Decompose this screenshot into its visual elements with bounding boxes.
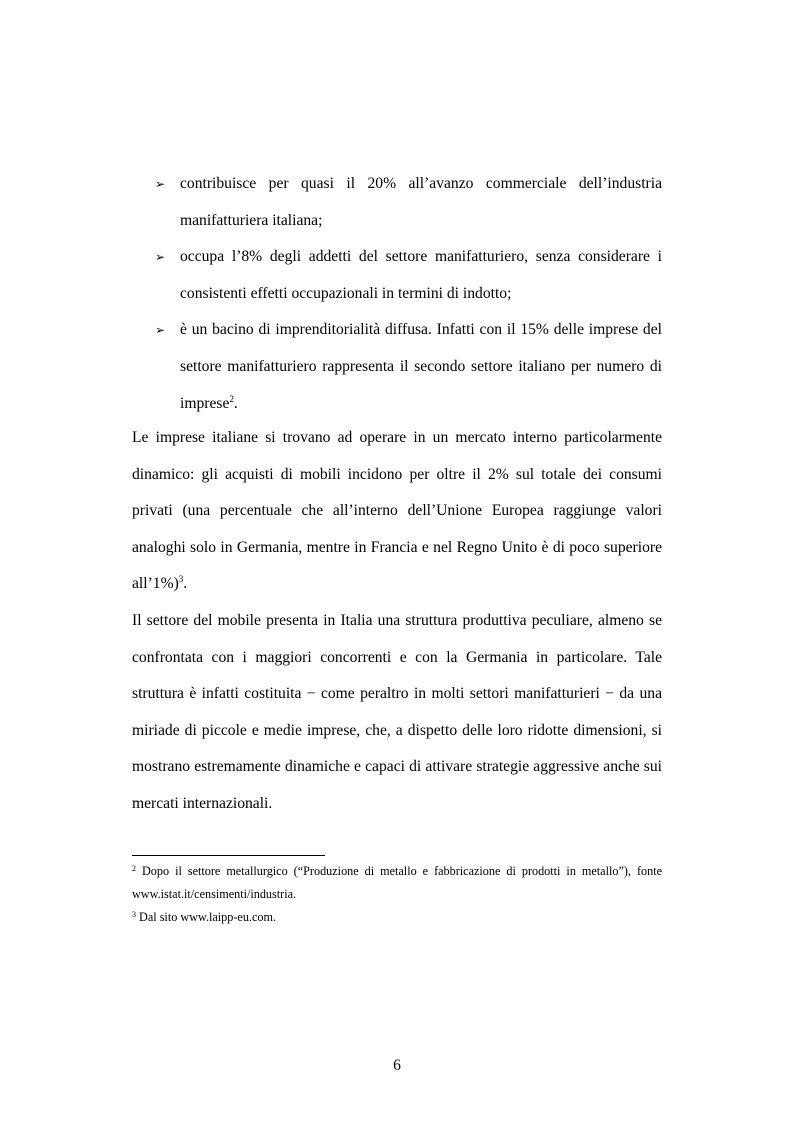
footnote-text: Dopo il settore metallurgico (“Produzione di metallo e fabbricazione di prodotti in metallo”), fonte www.istat.it/censimenti/industria.	[132, 864, 662, 901]
bullet-text: contribuisce per quasi il 20% all’avanzo commerciale dell’industria manifatturiera italiana;	[180, 175, 662, 229]
paragraph-text: Le imprese italiane si trovano ad operare in un mercato interno particolarmente dinamico: gli acquisti di mobili incidono per oltre il 2% sul totale dei consumi privati (una percentuale che all’interno dell’Unione Europea raggiunge valori analoghi solo in Germania, mentre in Francia e nel Regno Unito è di poco superiore all’1%)	[132, 429, 662, 593]
footnote-reference[interactable]: 2	[229, 393, 234, 404]
paragraph-text: Il settore del mobile presenta in Italia una struttura produttiva peculiare, almeno se confrontata con i maggiori concorrenti e con la Germania in particolare. Tale struttura è infatti costituita − come peraltro in molti settori manifatturieri − da una miriade di piccole e medie imprese, che, a dispetto delle loro ridotte dimensioni, si mostrano estremamente dinamiche e capaci di attivare strategie aggressive anche sui mercati internazionali.	[132, 611, 662, 812]
bullet-item	[155, 312, 662, 422]
bullet-item	[155, 239, 662, 312]
footnote-reference[interactable]: 3	[178, 574, 184, 585]
arrowhead-bullet-icon: ➢	[155, 250, 166, 265]
bullet-item	[155, 166, 662, 239]
footnote-text: Dal sito www.laipp-eu.com.	[139, 910, 277, 924]
paragraph	[132, 420, 662, 603]
arrowhead-bullet-icon: ➢	[155, 323, 166, 338]
bullet-text-end: .	[233, 394, 238, 412]
body-text	[132, 420, 662, 823]
footnote	[132, 906, 662, 929]
footnotes	[132, 860, 662, 929]
footnote-mark: 2	[132, 864, 136, 873]
paragraph	[132, 603, 662, 823]
paragraph-text-end: .	[183, 575, 188, 593]
bullet-text: è un bacino di imprenditorialità diffusa. Infatti con il 15% delle imprese del settore manifatturiero rappresenta il secondo settore italiano per numero di imprese	[180, 321, 662, 412]
footnote-separator	[132, 855, 325, 856]
bullet-list	[155, 166, 662, 422]
footnote-mark: 3	[132, 910, 136, 919]
arrowhead-bullet-icon: ➢	[155, 177, 166, 191]
bullet-text: occupa l’8% degli addetti del settore manifatturiero, senza considerare i consistenti effetti occupazionali in termini di indotto;	[180, 248, 662, 302]
footnote	[132, 860, 662, 906]
page-number: 6	[393, 1057, 401, 1074]
